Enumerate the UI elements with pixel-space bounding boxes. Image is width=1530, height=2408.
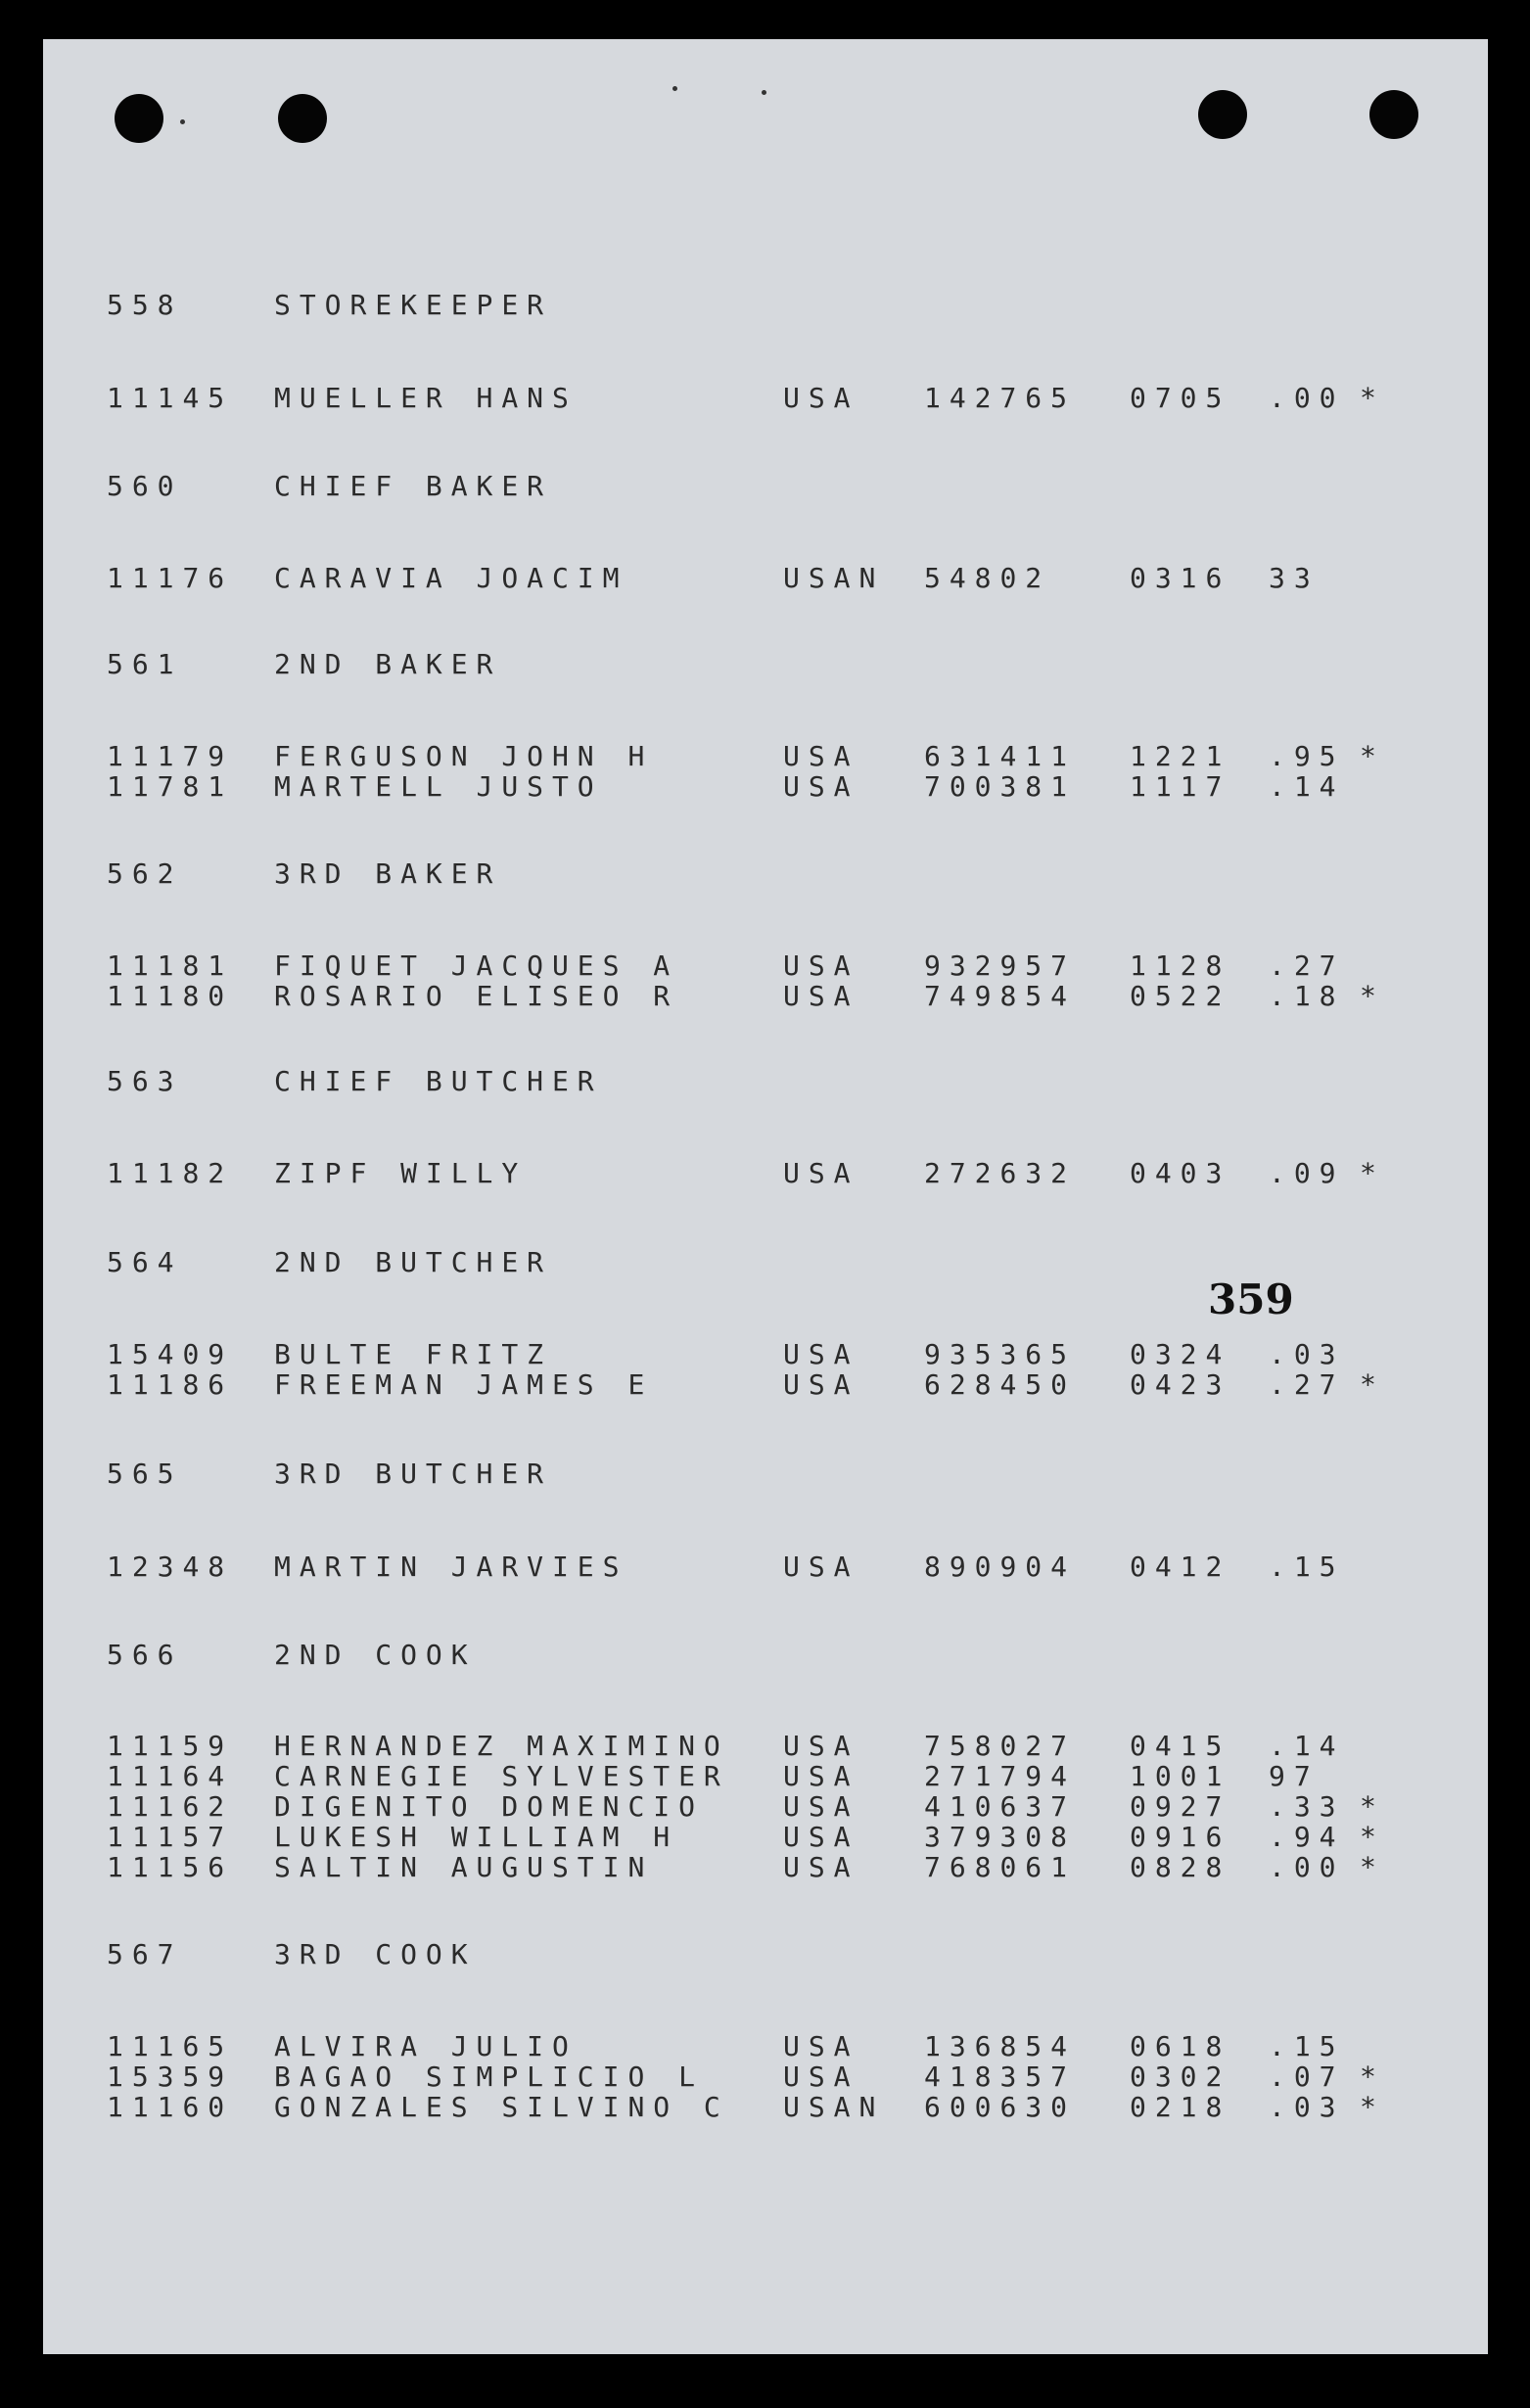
crew-id: 11181 [107, 949, 234, 982]
crew-row [43, 2091, 1488, 2124]
crew-id: 11164 [107, 1760, 234, 1792]
date-code: 0316 [1130, 562, 1231, 594]
nationality: USA [783, 740, 859, 772]
certificate-number: 631411 [924, 740, 1076, 772]
certificate-number: 768061 [924, 1851, 1076, 1883]
flag-mark: * [1360, 740, 1385, 772]
crew-id: 11180 [107, 980, 234, 1012]
crew-id: 11165 [107, 2030, 234, 2062]
nationality: USA [783, 1851, 859, 1883]
section-header [43, 1246, 1488, 1279]
certificate-number: 628450 [924, 1368, 1076, 1401]
date-code: 0423 [1130, 1368, 1231, 1401]
flag-mark: * [1360, 980, 1385, 1012]
punch-hole [1369, 90, 1418, 139]
amount: .33 [1269, 1790, 1345, 1823]
crew-name: FREEMAN JAMES E [274, 1368, 654, 1401]
section-title: 2ND BUTCHER [274, 1246, 552, 1278]
section-title: 2ND COOK [274, 1639, 477, 1671]
nationality: USA [783, 1730, 859, 1762]
date-code: 0927 [1130, 1790, 1231, 1823]
crew-name: CARAVIA JOACIM [274, 562, 628, 594]
section-header [43, 857, 1488, 891]
certificate-number: 54802 [924, 562, 1051, 594]
certificate-number: 136854 [924, 2030, 1076, 2062]
crew-row [43, 2061, 1488, 2094]
crew-row [43, 1157, 1488, 1190]
date-code: 1117 [1130, 770, 1231, 803]
punch-hole [278, 94, 327, 143]
section-code: 567 [107, 1938, 183, 1970]
section-code: 564 [107, 1246, 183, 1278]
certificate-number: 749854 [924, 980, 1076, 1012]
nationality: USA [783, 1157, 859, 1189]
crew-name: FIQUET JACQUES A [274, 949, 679, 982]
amount: .00 [1269, 382, 1345, 414]
section-title: CHIEF BAKER [274, 470, 552, 502]
nationality: USA [783, 2030, 859, 2062]
amount: .03 [1269, 2091, 1345, 2123]
date-code: 0916 [1130, 1821, 1231, 1853]
section-title: CHIEF BUTCHER [274, 1065, 603, 1097]
crew-name: MARTELL JUSTO [274, 770, 603, 803]
document-sheet [43, 39, 1488, 2354]
flag-mark: * [1360, 1157, 1385, 1189]
crew-name: GONZALES SILVINO C [274, 2091, 729, 2123]
certificate-number: 272632 [924, 1157, 1076, 1189]
section-header [43, 1639, 1488, 1672]
crew-id: 11162 [107, 1790, 234, 1823]
flag-mark: * [1360, 1821, 1385, 1853]
section-header [43, 1458, 1488, 1491]
crew-id: 11182 [107, 1157, 234, 1189]
amount: .95 [1269, 740, 1345, 772]
speck [672, 86, 677, 91]
section-title: 3RD BUTCHER [274, 1458, 552, 1490]
crew-id: 11159 [107, 1730, 234, 1762]
flag-mark: * [1360, 1851, 1385, 1883]
nationality: USA [783, 980, 859, 1012]
nationality: USA [783, 770, 859, 803]
section-header [43, 1938, 1488, 1971]
flag-mark: * [1360, 1790, 1385, 1823]
date-code: 0403 [1130, 1157, 1231, 1189]
section-code: 562 [107, 857, 183, 890]
crew-name: MARTIN JARVIES [274, 1551, 628, 1583]
section-title: 3RD COOK [274, 1938, 477, 1970]
section-code: 561 [107, 648, 183, 680]
crew-row [43, 1338, 1488, 1371]
amount: .15 [1269, 2030, 1345, 2062]
amount: .14 [1269, 770, 1345, 803]
date-code: 0324 [1130, 1338, 1231, 1370]
crew-id: 11186 [107, 1368, 234, 1401]
amount: .94 [1269, 1821, 1345, 1853]
crew-name: ROSARIO ELISEO R [274, 980, 679, 1012]
nationality: USA [783, 1821, 859, 1853]
certificate-number: 890904 [924, 1551, 1076, 1583]
punch-hole [1198, 90, 1247, 139]
crew-row [43, 2030, 1488, 2063]
date-code: 0412 [1130, 1551, 1231, 1583]
nationality: USA [783, 1338, 859, 1370]
amount: .14 [1269, 1730, 1345, 1762]
crew-id: 11160 [107, 2091, 234, 2123]
crew-id: 11157 [107, 1821, 234, 1853]
nationality: USA [783, 949, 859, 982]
crew-row [43, 1821, 1488, 1854]
amount: .27 [1269, 1368, 1345, 1401]
crew-row [43, 1760, 1488, 1793]
crew-id: 15359 [107, 2061, 234, 2093]
certificate-number: 932957 [924, 949, 1076, 982]
flag-mark: * [1360, 2061, 1385, 2093]
crew-name: MUELLER HANS [274, 382, 578, 414]
section-title: STOREKEEPER [274, 289, 552, 321]
speck [180, 119, 185, 124]
date-code: 1221 [1130, 740, 1231, 772]
crew-id: 12348 [107, 1551, 234, 1583]
section-header [43, 289, 1488, 322]
certificate-number: 418357 [924, 2061, 1076, 2093]
nationality: USA [783, 1790, 859, 1823]
section-header [43, 470, 1488, 503]
crew-row [43, 382, 1488, 415]
date-code: 0705 [1130, 382, 1231, 414]
certificate-number: 142765 [924, 382, 1076, 414]
crew-name: FERGUSON JOHN H [274, 740, 654, 772]
section-header [43, 648, 1488, 681]
nationality: USA [783, 382, 859, 414]
amount: .27 [1269, 949, 1345, 982]
section-title: 2ND BAKER [274, 648, 502, 680]
amount: .18 [1269, 980, 1345, 1012]
flag-mark: * [1360, 2091, 1385, 2123]
nationality: USA [783, 1551, 859, 1583]
crew-name: SALTIN AUGUSTIN [274, 1851, 654, 1883]
certificate-number: 700381 [924, 770, 1076, 803]
certificate-number: 600630 [924, 2091, 1076, 2123]
amount: .15 [1269, 1551, 1345, 1583]
amount: .07 [1269, 2061, 1345, 2093]
section-code: 563 [107, 1065, 183, 1097]
amount: .09 [1269, 1157, 1345, 1189]
amount: 33 [1269, 562, 1320, 594]
crew-name: ALVIRA JULIO [274, 2030, 578, 2062]
crew-row [43, 740, 1488, 773]
crew-row [43, 980, 1488, 1013]
crew-name: DIGENITO DOMENCIO [274, 1790, 704, 1823]
punch-hole [115, 94, 163, 143]
crew-name: ZIPF WILLY [274, 1157, 528, 1189]
certificate-number: 935365 [924, 1338, 1076, 1370]
certificate-number: 379308 [924, 1821, 1076, 1853]
nationality: USA [783, 2061, 859, 2093]
crew-row [43, 1551, 1488, 1584]
certificate-number: 271794 [924, 1760, 1076, 1792]
crew-id: 11179 [107, 740, 234, 772]
crew-name: CARNEGIE SYLVESTER [274, 1760, 729, 1792]
speck [762, 90, 766, 95]
date-code: 1001 [1130, 1760, 1231, 1792]
section-code: 558 [107, 289, 183, 321]
crew-name: BAGAO SIMPLICIO L [274, 2061, 704, 2093]
section-code: 566 [107, 1639, 183, 1671]
nationality: USAN [783, 2091, 885, 2123]
crew-row [43, 1790, 1488, 1824]
crew-name: BULTE FRITZ [274, 1338, 552, 1370]
crew-name: HERNANDEZ MAXIMINO [274, 1730, 729, 1762]
crew-id: 11145 [107, 382, 234, 414]
crew-name: LUKESH WILLIAM H [274, 1821, 679, 1853]
date-code: 0522 [1130, 980, 1231, 1012]
crew-row [43, 562, 1488, 595]
section-header [43, 1065, 1488, 1098]
date-code: 0415 [1130, 1730, 1231, 1762]
section-code: 560 [107, 470, 183, 502]
crew-row [43, 1730, 1488, 1763]
certificate-number: 410637 [924, 1790, 1076, 1823]
date-code: 0828 [1130, 1851, 1231, 1883]
crew-id: 11176 [107, 562, 234, 594]
nationality: USA [783, 1760, 859, 1792]
nationality: USAN [783, 562, 885, 594]
flag-mark: * [1360, 382, 1385, 414]
crew-row [43, 1368, 1488, 1402]
date-code: 0302 [1130, 2061, 1231, 2093]
crew-id: 15409 [107, 1338, 234, 1370]
certificate-number: 758027 [924, 1730, 1076, 1762]
section-title: 3RD BAKER [274, 857, 502, 890]
date-code: 1128 [1130, 949, 1231, 982]
crew-row [43, 949, 1488, 983]
date-code: 0218 [1130, 2091, 1231, 2123]
crew-row [43, 770, 1488, 804]
crew-id: 11156 [107, 1851, 234, 1883]
page-number-stamp: 359 [1208, 1275, 1294, 1323]
nationality: USA [783, 1368, 859, 1401]
crew-id: 11781 [107, 770, 234, 803]
amount: 97 [1269, 1760, 1320, 1792]
amount: .00 [1269, 1851, 1345, 1883]
flag-mark: * [1360, 1368, 1385, 1401]
date-code: 0618 [1130, 2030, 1231, 2062]
section-code: 565 [107, 1458, 183, 1490]
crew-row [43, 1851, 1488, 1884]
amount: .03 [1269, 1338, 1345, 1370]
